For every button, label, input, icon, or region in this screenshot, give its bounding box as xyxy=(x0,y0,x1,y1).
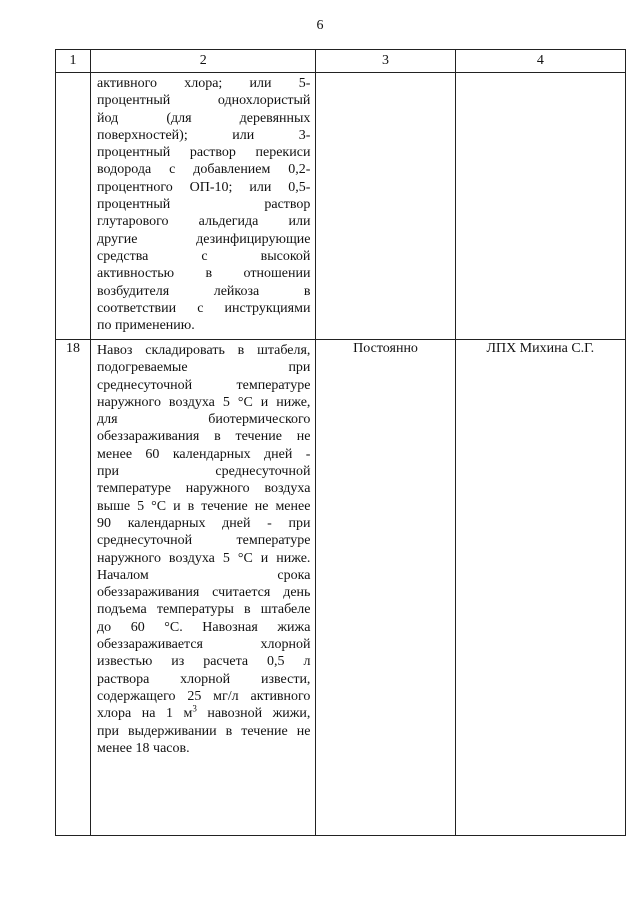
table-row-18 xyxy=(56,340,626,836)
text-line: возбудителя лейкоза в xyxy=(97,283,311,299)
table-row-continuation xyxy=(56,73,626,340)
header-col-3: 3 xyxy=(316,50,455,73)
text-line: йод (для деревянных xyxy=(97,110,311,126)
text-line: до 60 °С. Навозная жижа xyxy=(97,619,311,635)
period-cell: Постоянно xyxy=(316,340,455,836)
text-line: процентный однохлористый xyxy=(97,93,311,109)
text-line: менее 60 календарных дней - xyxy=(97,446,311,462)
text-line: Началом срока xyxy=(97,567,311,583)
text-line: обеззараживается хлорной xyxy=(97,637,311,653)
text-line: средства с высокой xyxy=(97,248,311,264)
text-line: раствора хлорной извести, xyxy=(97,671,311,687)
text-fragment: хлора на 1 м xyxy=(97,706,193,722)
text-line: для биотермического xyxy=(97,412,311,428)
text-line: обеззараживания в течение не xyxy=(97,429,311,445)
row-number: 18 xyxy=(56,340,91,836)
text-line: при выдерживании в течение не xyxy=(97,723,311,739)
superscript: 3 xyxy=(192,703,197,714)
text-line: подогреваемые при xyxy=(97,360,311,376)
text-line: по применению. xyxy=(97,318,195,334)
measure-text-lines xyxy=(97,342,310,757)
text-line: глутарового альдегида или xyxy=(97,214,311,230)
text-line: выше 5 °С и в течение не менее xyxy=(97,498,311,514)
text-line: соответствии с инструкциями xyxy=(97,300,311,316)
header-col-4: 4 xyxy=(455,50,625,73)
period-cell xyxy=(316,73,455,340)
measure-text-continuation xyxy=(91,73,316,340)
text-line: процентного ОП-10; или 0,5- xyxy=(97,179,311,195)
header-col-1: 1 xyxy=(56,50,91,73)
responsible-cell xyxy=(455,73,625,340)
text-line: известью из расчета 0,5 л xyxy=(97,654,311,670)
text-line: температуре наружного воздуха xyxy=(97,481,311,497)
text-line: содержащего 25 мг/л активного xyxy=(97,688,311,704)
text-line xyxy=(97,705,310,722)
text-line: среднесуточной температуре xyxy=(97,533,311,549)
table-header-row xyxy=(56,50,626,73)
text-line: наружного воздуха 5 °С и ниже, xyxy=(97,394,311,410)
text-line: процентный раствор перекиси xyxy=(97,145,311,161)
page-number: 6 xyxy=(316,18,324,33)
text-line: при среднесуточной xyxy=(97,464,311,480)
text-line: подъема температуры в штабеле xyxy=(97,602,311,618)
text-line: 90 календарных дней - при xyxy=(97,515,311,531)
text-line: среднесуточной температуре xyxy=(97,377,311,393)
text-line: активностью в отношении xyxy=(97,266,311,282)
text-line: обеззараживания считается день xyxy=(97,585,311,601)
responsible-cell: ЛПХ Михина С.Г. xyxy=(455,340,625,836)
text-line: другие дезинфицирующие xyxy=(97,231,311,247)
text-line: Навоз складировать в штабеля, xyxy=(97,343,311,358)
text-line: процентный раствор xyxy=(97,197,311,213)
text-line: наружного воздуха 5 °С и ниже. xyxy=(97,550,311,566)
row-number xyxy=(56,73,91,340)
measure-text-lines xyxy=(97,75,310,334)
text-line: водорода с добавлением 0,2- xyxy=(97,162,311,178)
text-line: поверхностей); или 3- xyxy=(97,127,311,143)
measure-text-18 xyxy=(91,340,316,836)
measures-table xyxy=(55,49,626,836)
text-line: менее 18 часов. xyxy=(97,740,190,756)
text-line: активного хлора; или 5- xyxy=(97,76,311,91)
header-col-2: 2 xyxy=(91,50,316,73)
text-fragment: навозной жижи, xyxy=(196,706,311,722)
